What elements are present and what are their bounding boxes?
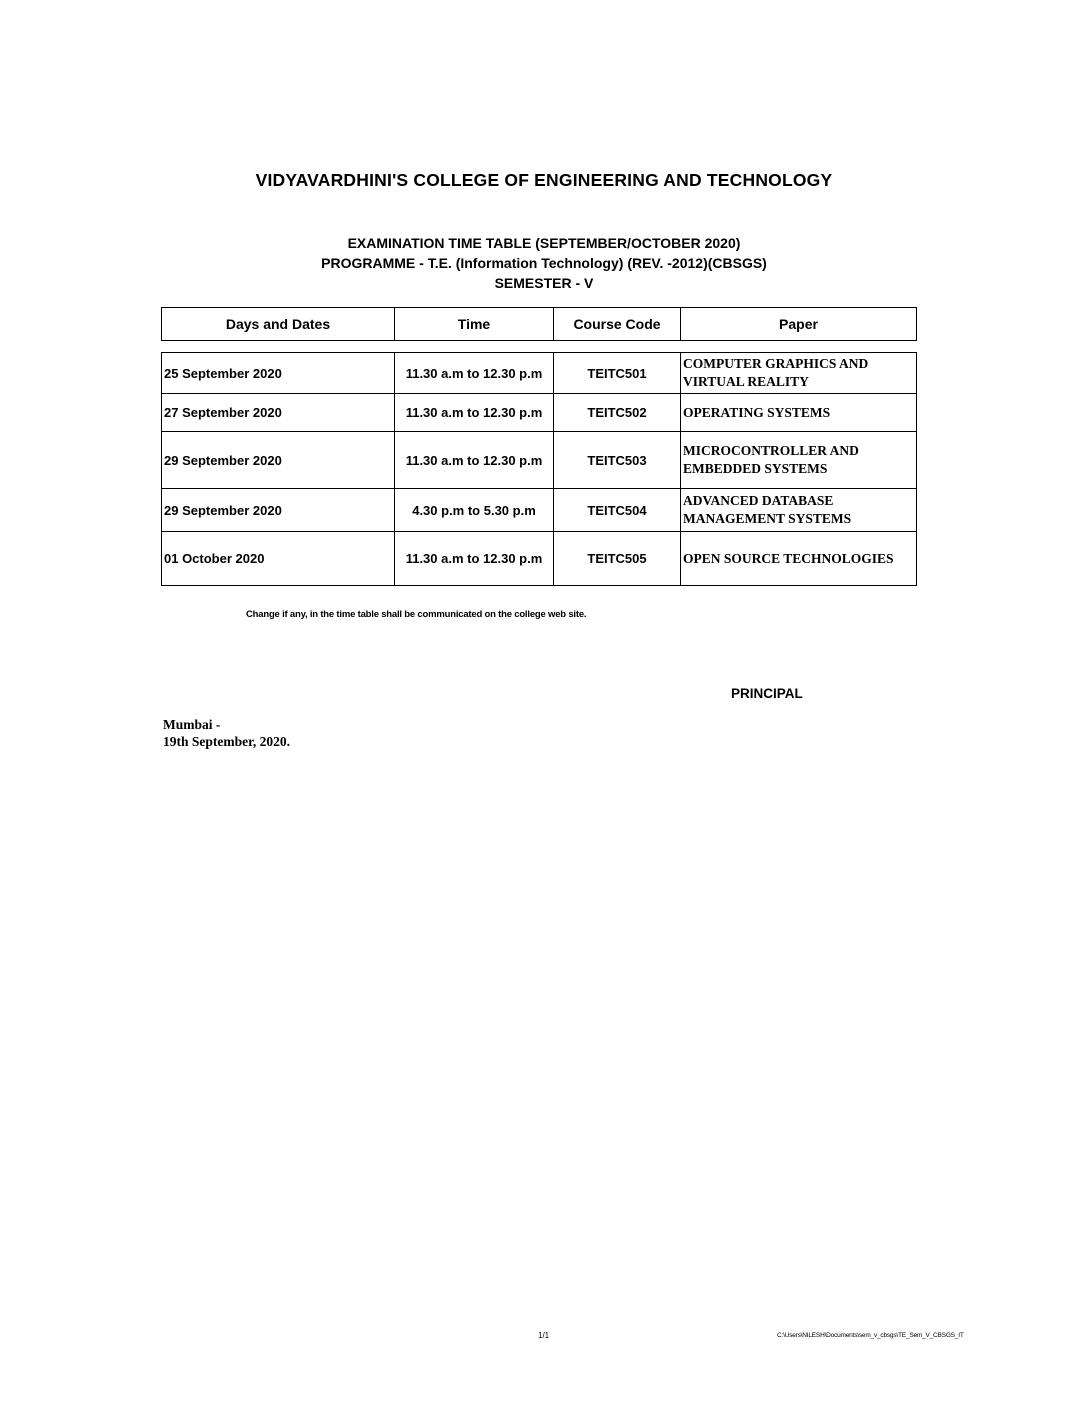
- column-header-paper: Paper: [681, 308, 917, 341]
- cell-course-code: TEITC503: [554, 432, 681, 489]
- column-header-course-code: Course Code: [554, 308, 681, 341]
- cell-paper: [681, 432, 917, 489]
- cell-date: 29 September 2020: [162, 489, 395, 532]
- cell-paper: [681, 353, 917, 394]
- paper-line: EMBEDDED SYSTEMS: [683, 461, 828, 476]
- cell-time: 11.30 a.m to 12.30 p.m: [395, 353, 554, 394]
- exam-title: EXAMINATION TIME TABLE (SEPTEMBER/OCTOBER 2020): [347, 235, 741, 251]
- change-notice: Change if any, in the time table shall be communicated on the college web site.: [246, 609, 587, 620]
- timetable-body: [161, 352, 917, 586]
- programme-title: PROGRAMME - T.E. (Information Technology) (REV. -2012)(CBSGS): [321, 255, 767, 271]
- cell-course-code: TEITC504: [554, 489, 681, 532]
- table-row: [162, 489, 917, 532]
- cell-course-code: TEITC501: [554, 353, 681, 394]
- paper-line: OPERATING SYSTEMS: [683, 404, 831, 420]
- paper-line: OPEN SOURCE TECHNOLOGIES: [683, 550, 894, 566]
- paper-line: VIRTUAL REALITY: [683, 374, 809, 389]
- file-path: C:\Users\NILESH\Documents\sem_v_cbsgs\TE_Sem_V_CBSGS_IT: [777, 1332, 964, 1339]
- college-name: VIDYAVARDHINI'S COLLEGE OF ENGINEERING AND TECHNOLOGY: [255, 170, 833, 190]
- issue-date: 19th September, 2020.: [163, 734, 290, 749]
- cell-paper: [681, 394, 917, 432]
- semester-title: SEMESTER - V: [494, 275, 594, 291]
- table-row: [162, 532, 917, 586]
- column-header-time: Time: [395, 308, 554, 341]
- paper-line: COMPUTER GRAPHICS AND: [683, 356, 869, 371]
- page-number: 1/1: [538, 1331, 550, 1340]
- cell-time: 4.30 p.m to 5.30 p.m: [395, 489, 554, 532]
- cell-date: 27 September 2020: [162, 394, 395, 432]
- cell-date: 29 September 2020: [162, 432, 395, 489]
- table-row: [162, 394, 917, 432]
- cell-time: 11.30 a.m to 12.30 p.m: [395, 432, 554, 489]
- cell-course-code: TEITC505: [554, 532, 681, 586]
- cell-date: 01 October 2020: [162, 532, 395, 586]
- cell-paper: [681, 489, 917, 532]
- cell-paper: [681, 532, 917, 586]
- table-row: [162, 353, 917, 394]
- place-and-date: [163, 716, 290, 750]
- cell-date: 25 September 2020: [162, 353, 395, 394]
- paper-line: ADVANCED DATABASE: [683, 493, 834, 508]
- paper-line: MANAGEMENT SYSTEMS: [683, 511, 852, 526]
- column-header-date: Days and Dates: [162, 308, 395, 341]
- cell-time: 11.30 a.m to 12.30 p.m: [395, 532, 554, 586]
- timetable-header: [161, 307, 917, 341]
- cell-course-code: TEITC502: [554, 394, 681, 432]
- signatory: PRINCIPAL: [731, 686, 803, 701]
- table-row: [162, 432, 917, 489]
- place: Mumbai -: [163, 717, 221, 732]
- header-row: [162, 308, 917, 341]
- paper-line: MICROCONTROLLER AND: [683, 443, 859, 458]
- cell-time: 11.30 a.m to 12.30 p.m: [395, 394, 554, 432]
